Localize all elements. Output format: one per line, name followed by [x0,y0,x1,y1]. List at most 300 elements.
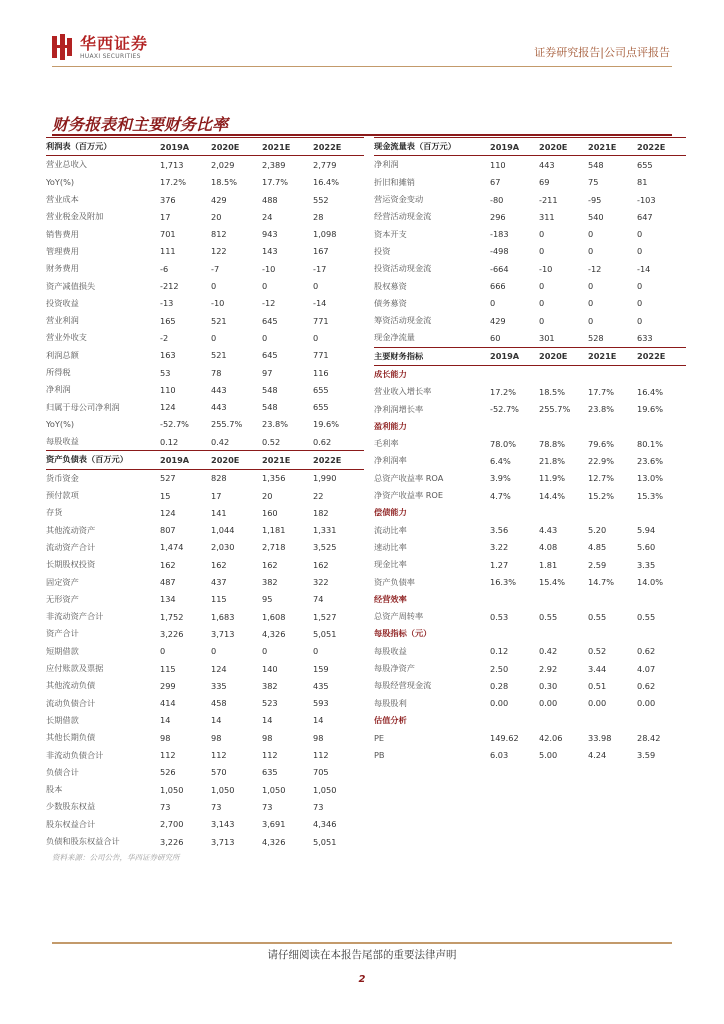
huaxi-logo-icon [52,34,72,60]
table-cell: 701 [160,229,176,240]
row-label: 每股净资产 [374,663,415,674]
table-cell: 2022E [313,141,342,152]
table-cell: 21.8% [539,455,566,466]
table-cell: 2020E [539,351,568,362]
table-cell: 3.9% [490,473,511,484]
table-cell: -12 [262,298,276,309]
row-label: 销售费用 [46,228,79,239]
table-cell: 645 [262,350,278,361]
table-cell: 0 [637,246,643,257]
row-label: 每股股利 [374,697,407,708]
table-cell: 771 [313,350,329,361]
table-cell: 78.0% [490,438,517,449]
table-cell: 4,346 [313,819,337,830]
table-cell: 23.8% [588,404,615,415]
table-cell: -10 [539,263,553,274]
row-label: 营业外收支 [46,332,87,343]
table-cell: 666 [490,281,506,292]
table-cell: 1,050 [313,784,337,795]
table-cell: 2021E [588,141,617,152]
table-cell: 655 [637,159,653,170]
table-row [46,156,364,173]
table-row [46,522,364,539]
table-cell: -2 [160,332,169,343]
table-cell: 3,713 [211,836,235,847]
table-cell: -211 [539,194,558,205]
table-cell: 16.3% [490,577,517,588]
table-cell: 2020E [211,141,240,152]
table-cell: 97 [262,367,273,378]
right-financial-table [374,137,686,764]
table-cell: 112 [211,750,227,761]
table-cell: 1,050 [262,784,286,795]
table-cell: 18.5% [539,386,566,397]
table-row [46,329,364,346]
table-row [374,208,686,225]
row-label: 盈利能力 [374,420,407,431]
table-cell: 0.12 [490,646,509,657]
table-cell: 165 [160,315,176,326]
table-cell: 382 [262,577,278,588]
table-row [46,573,364,590]
table-cell: 14 [160,715,171,726]
table-cell: 1,098 [313,229,337,240]
table-cell: 2,779 [313,159,337,170]
table-row [374,383,686,400]
table-cell: 67 [490,177,501,188]
row-label: 财务费用 [46,263,79,274]
table-cell: 0.00 [490,698,509,709]
table-cell: 443 [211,402,227,413]
table-cell: 943 [262,229,278,240]
table-cell: -52.7% [160,419,189,430]
table-cell: 0 [588,298,594,309]
table-cell: 24 [262,211,273,222]
table-cell: 17.7% [262,177,289,188]
table-cell: 0.28 [490,680,509,691]
row-label: 非流动资产合计 [46,611,104,622]
table-cell: 0 [637,298,643,309]
table-row [46,695,364,712]
table-cell: 0.55 [539,611,558,622]
table-cell: 11.9% [539,473,566,484]
table-cell: 1,050 [160,784,184,795]
table-subheader-row [374,504,686,521]
table-row [374,452,686,469]
table-row [374,225,686,242]
table-cell: 548 [262,402,278,413]
table-cell: 0.42 [539,646,558,657]
row-label: 速动比率 [374,541,407,552]
table-row [46,174,364,191]
row-label: 每股收益 [374,645,407,656]
table-cell: 162 [313,559,329,570]
table-cell: 771 [313,315,329,326]
table-cell: 0 [539,246,545,257]
table-cell: 2021E [588,351,617,362]
logo-en-text: HUAXI SECURITIES [80,52,141,60]
table-cell: 521 [211,315,227,326]
table-cell: 14.0% [637,577,664,588]
table-row [374,660,686,677]
table-cell: 2.50 [490,663,509,674]
table-cell: 3.56 [490,525,509,536]
table-cell: 14 [262,715,273,726]
row-label: 筹资活动现金流 [374,315,432,326]
table-cell: 28.42 [637,732,661,743]
table-cell: 2,029 [211,159,235,170]
table-row [374,695,686,712]
table-cell: 5.94 [637,525,656,536]
table-cell: 3.35 [637,559,656,570]
row-label: 股权募资 [374,280,407,291]
table-row [46,381,364,398]
row-label: 经营效率 [374,593,407,604]
table-cell: 95 [262,594,273,605]
table-row [374,522,686,539]
table-cell: 115 [160,663,176,674]
table-row [46,608,364,625]
table-cell: 79.6% [588,438,615,449]
table-cell: 122 [211,246,227,257]
table-cell: 0 [262,646,268,657]
row-label: 净资产收益率 ROE [374,490,444,501]
table-cell: -12 [588,263,602,274]
table-row [374,573,686,590]
table-cell: 22 [313,490,324,501]
left-financial-table [46,137,364,850]
report-type: 证券研究报告|公司点评报告 [534,46,670,59]
table-cell: 167 [313,246,329,257]
table-cell: 2022E [637,141,666,152]
table-cell: 78 [211,367,222,378]
table-cell: 0.00 [637,698,656,709]
table-cell: 3.59 [637,750,656,761]
table-cell: 98 [160,732,171,743]
table-cell: 1,608 [262,611,286,622]
table-cell: 140 [262,663,278,674]
table-cell: 110 [490,159,506,170]
table-cell: 1,752 [160,611,184,622]
table-row [46,487,364,504]
row-label: 其他流动资产 [46,524,96,535]
table-row [46,539,364,556]
table-cell: 18.5% [211,177,238,188]
row-label: 管理费用 [46,245,79,256]
table-cell: 141 [211,507,227,518]
row-label: PE [374,732,385,743]
table-cell: 17.7% [588,386,615,397]
table-cell: 111 [160,246,176,257]
table-cell: 162 [262,559,278,570]
table-row [46,764,364,781]
table-cell: 4,326 [262,628,286,639]
table-cell: 5.60 [637,542,656,553]
table-header-row [374,347,686,366]
row-label: 营业成本 [46,194,79,205]
table-cell: 1,050 [211,784,235,795]
table-row [46,312,364,329]
table-cell: 3.22 [490,542,509,553]
table-cell: 17 [160,211,171,222]
table-row [46,364,364,381]
table-subheader-row [374,712,686,729]
table-row [46,677,364,694]
table-cell: 28 [313,211,324,222]
row-label: YoY(%) [46,177,75,188]
table-cell: 1,683 [211,611,235,622]
row-label: 固定资产 [46,576,79,587]
table-cell: 0 [588,229,594,240]
row-label: 营业利润 [46,315,79,326]
table-cell: 159 [313,663,329,674]
table-cell: 0.53 [490,611,509,622]
table-header-row [46,137,364,156]
table-cell: 163 [160,350,176,361]
row-label: 其他流动负债 [46,680,96,691]
table-cell: 526 [160,767,176,778]
table-cell: 5,051 [313,836,337,847]
row-label: 长期借款 [46,714,79,725]
table-row [374,487,686,504]
row-label: 货币资金 [46,472,79,483]
row-label: 总资产收益率 ROA [374,472,444,483]
row-label: 无形资产 [46,593,79,604]
table-cell: 20 [211,211,222,222]
table-row [46,660,364,677]
table-cell: 487 [160,577,176,588]
table-cell: 0 [588,281,594,292]
table-cell: 78.8% [539,438,566,449]
table-row [374,312,686,329]
table-cell: -80 [490,194,504,205]
table-cell: 0.00 [588,698,607,709]
table-cell: 149.62 [490,732,519,743]
row-label: 股本 [46,784,63,795]
row-label: 折旧和摊销 [374,176,415,187]
table-row [374,174,686,191]
table-row [46,504,364,521]
row-label: 净利润增长率 [374,403,424,414]
table-cell: 69 [539,177,550,188]
table-row [46,398,364,415]
row-label: 预付款项 [46,490,79,501]
row-label: 投资收益 [46,297,79,308]
row-label: 营运资金变动 [374,194,424,205]
row-label: 归属于母公司净利润 [46,401,120,412]
table-cell: 115 [211,594,227,605]
table-cell: 5,051 [313,628,337,639]
table-cell: 80.1% [637,438,664,449]
table-cell: 12.7% [588,473,615,484]
table-cell: 17 [211,490,222,501]
table-row [46,729,364,746]
table-cell: 4.07 [637,663,656,674]
legal-disclaimer: 请仔细阅读在本报告尾部的重要法律声明 [267,949,457,961]
table-cell: 633 [637,332,653,343]
table-cell: 162 [211,559,227,570]
table-row [374,277,686,294]
table-cell: 0.12 [160,436,179,447]
table-cell: 645 [262,315,278,326]
table-cell: 2,030 [211,542,235,553]
table-cell: 73 [160,801,171,812]
table-row [46,347,364,364]
table-cell: 376 [160,194,176,205]
row-label: 少数股东权益 [46,801,96,812]
table-cell: 75 [588,177,599,188]
table-cell: 0.55 [637,611,656,622]
table-cell: 0 [588,315,594,326]
row-label: 资产减值损失 [46,280,96,291]
table-header-row [46,450,364,469]
table-cell: 3,226 [160,628,184,639]
table-cell: 112 [160,750,176,761]
table-cell: 14 [313,715,324,726]
table-row [46,416,364,433]
table-cell: 0.55 [588,611,607,622]
table-cell: -10 [262,263,276,274]
table-cell: 3.44 [588,663,607,674]
table-cell: 124 [211,663,227,674]
table-cell: 705 [313,767,329,778]
table-cell: 19.6% [637,404,664,415]
table-cell: 110 [160,384,176,395]
table-cell: 14 [211,715,222,726]
footer-divider [52,942,672,944]
row-label: 股东权益合计 [46,818,96,829]
row-label: 长期股权投资 [46,559,96,570]
row-label: 成长能力 [374,369,407,379]
table-cell: 437 [211,577,227,588]
table-row [374,608,686,625]
table-cell: 322 [313,577,329,588]
row-label: YoY(%) [46,419,75,430]
table-cell: 2,389 [262,159,286,170]
table-cell: 0.52 [262,436,281,447]
table-cell: 1,181 [262,525,286,536]
row-label: 营业税金及附加 [46,211,104,222]
table-cell: 0 [211,281,217,292]
table-cell: 15 [160,490,171,501]
table-row [46,243,364,260]
table-cell: 0 [637,229,643,240]
table-cell: 635 [262,767,278,778]
table-row [374,677,686,694]
table-cell: 0 [637,281,643,292]
table-cell: 2.59 [588,559,607,570]
table-row [374,539,686,556]
table-cell: 655 [313,402,329,413]
table-cell: 0 [313,281,319,292]
table-cell: 1,331 [313,525,337,536]
row-label: 负债和股东权益合计 [46,836,120,847]
table-row [46,643,364,660]
table-cell: 458 [211,698,227,709]
table-cell: -52.7% [490,404,519,415]
row-label: 偿债能力 [374,507,407,518]
row-label: 利润总额 [46,349,79,360]
table-row [374,643,686,660]
table-cell: 14.4% [539,490,566,501]
table-subheader-row [374,366,686,383]
table-cell: 0.52 [588,646,607,657]
row-label: 营业总收入 [46,159,87,170]
table-cell: 4.24 [588,750,607,761]
table-row [374,746,686,763]
table-row [374,260,686,277]
table-cell: 1,990 [313,473,337,484]
table-cell: 570 [211,767,227,778]
table-cell: 1,474 [160,542,184,553]
table-cell: 812 [211,229,227,240]
table-row [46,470,364,487]
table-cell: 4.7% [490,490,511,501]
table-cell: 16.4% [637,386,664,397]
row-label: 流动负债合计 [46,697,96,708]
row-label: 资产负债率 [374,576,415,587]
row-label: 主要财务指标 [374,350,424,361]
row-label: 债务募资 [374,297,407,308]
table-cell: 4.08 [539,542,558,553]
table-cell: 23.6% [637,455,664,466]
table-row [374,295,686,312]
table-cell: 0 [637,315,643,326]
table-cell: 1,527 [313,611,337,622]
table-row [374,243,686,260]
table-cell: 162 [160,559,176,570]
table-cell: 382 [262,680,278,691]
row-label: 每股经营现金流 [374,680,432,691]
table-cell: 2.92 [539,663,558,674]
table-cell: 429 [490,315,506,326]
table-cell: 6.03 [490,750,509,761]
table-cell: 33.98 [588,732,612,743]
table-cell: 443 [211,384,227,395]
table-row [374,156,686,173]
table-cell: 112 [313,750,329,761]
row-label: 资产负债表（百万元） [46,454,128,465]
table-cell: 0 [262,332,268,343]
table-cell: 73 [262,801,273,812]
table-row [374,729,686,746]
table-cell: 5.00 [539,750,558,761]
row-label: 负债合计 [46,766,79,777]
table-cell: 593 [313,698,329,709]
table-cell: 17.2% [160,177,187,188]
table-cell: 143 [262,246,278,257]
table-cell: 311 [539,211,555,222]
table-cell: 255.7% [539,404,571,415]
table-cell: 3,691 [262,819,286,830]
table-cell: 98 [211,732,222,743]
header-divider [52,66,672,67]
table-cell: 5.20 [588,525,607,536]
table-cell: 1.27 [490,559,509,570]
table-cell: 15.3% [637,490,664,501]
table-cell: 20 [262,490,273,501]
table-cell: 0.00 [539,698,558,709]
table-row [46,260,364,277]
table-cell: 160 [262,507,278,518]
table-row [46,556,364,573]
table-row [374,191,686,208]
row-label: 总资产周转率 [374,611,424,622]
table-cell: 2020E [539,141,568,152]
table-cell: 301 [539,332,555,343]
logo-cn-text: 华西证券 [80,33,149,53]
table-cell: 647 [637,211,653,222]
